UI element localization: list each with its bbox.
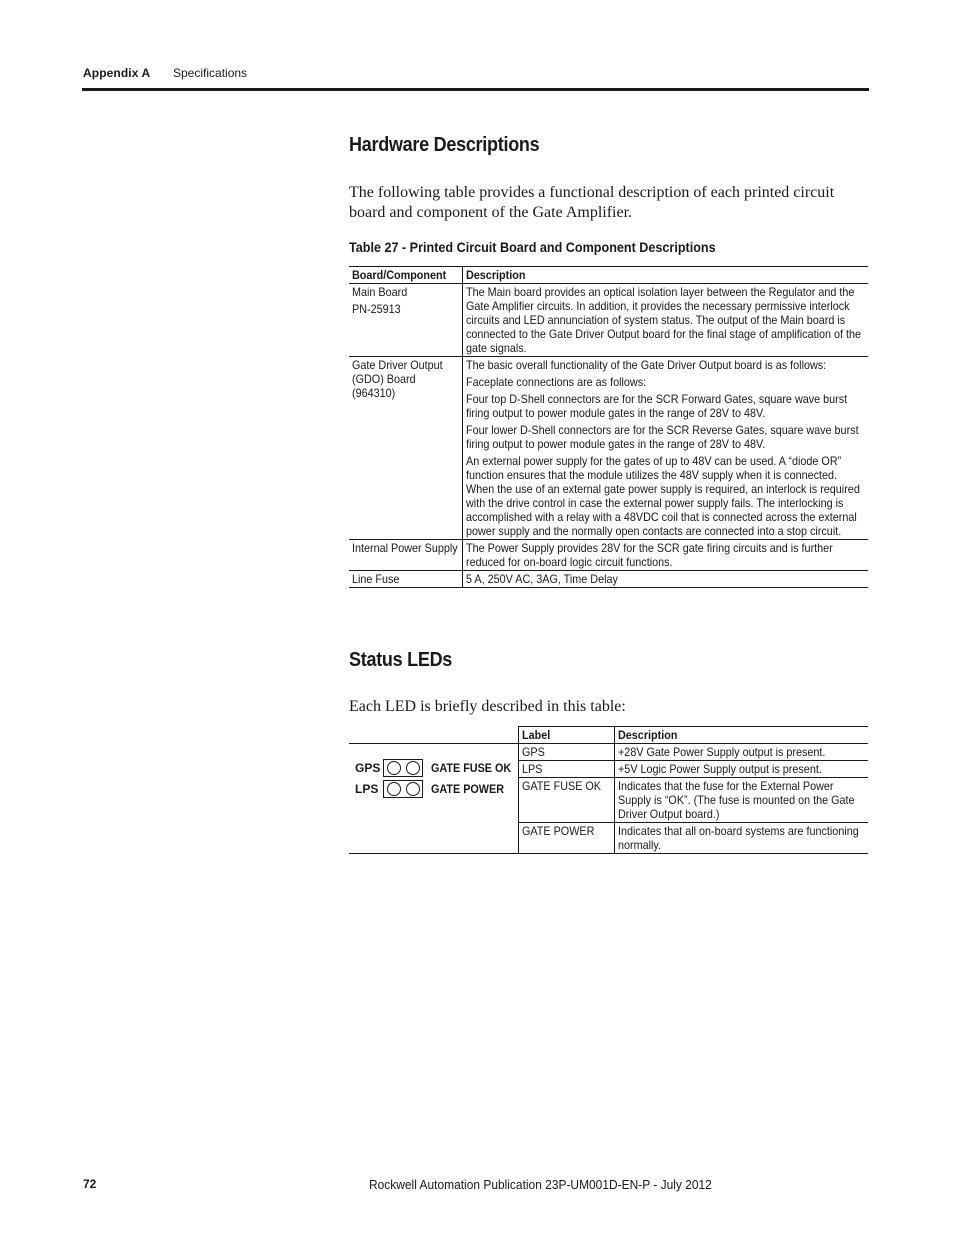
description-cell: Indicates that the fuse for the External Power Supply is “OK”. (The fuse is mounted on the Gate Driver Output board.) xyxy=(614,778,868,823)
led-indicator-icon xyxy=(387,782,401,796)
column-header: Label xyxy=(518,727,614,744)
description-cell: Indicates that all on-board systems are functioning normally. xyxy=(614,823,868,854)
led-indicator-icon xyxy=(406,782,420,796)
table-row xyxy=(349,357,868,540)
component-cell: Main Board PN-25913 xyxy=(349,284,462,357)
description-cell: +28V Gate Power Supply output is present. xyxy=(614,744,868,761)
table-27-caption: Table 27 - Printed Circuit Board and Component Descriptions xyxy=(349,239,716,255)
table-row xyxy=(349,744,868,761)
hardware-intro: The following table provides a functional description of each printed circuit board and component of the Gate Amplifier. xyxy=(349,184,835,221)
component-cell: Gate Driver Output (GDO) Board (964310) xyxy=(349,357,462,540)
led-indicator-icon xyxy=(406,761,420,775)
led-row xyxy=(355,779,512,799)
led-panel-cell xyxy=(349,744,518,854)
led-left-label: GPS xyxy=(355,761,381,775)
led-pair xyxy=(383,759,423,777)
description-cell: The Main board provides an optical isolation layer between the Regulator and the Gate Amplifier circuits. In addition, it provides the necessary permissive interlock circuits and LED annunciation of system status. The output of the Main board is connected to the Gate Driver Output board for the final stage of amplification of the gate signals. xyxy=(462,284,868,357)
status-intro: Each LED is briefly described in this table: xyxy=(349,698,626,715)
hardware-descriptions-heading: Hardware Descriptions xyxy=(349,134,540,156)
column-header: Board/Component xyxy=(349,267,462,284)
led-table xyxy=(349,726,868,854)
component-table xyxy=(349,266,868,588)
led-row xyxy=(355,758,520,778)
appendix-label: Appendix A xyxy=(83,66,151,80)
label-cell: GATE POWER xyxy=(518,823,614,854)
table-header-row xyxy=(349,727,868,744)
publication-info: Rockwell Automation Publication 23P-UM001D-EN-P - July 2012 xyxy=(369,1177,712,1192)
table-header-row xyxy=(349,267,868,284)
component-cell: Line Fuse xyxy=(349,571,462,588)
label-cell: GPS xyxy=(518,744,614,761)
description-cell: The basic overall functionality of the Gate Driver Output board is as follows: Faceplate connections are as follows: Four top D-Shell connectors are for the SCR Forward Gates, square wave burst firing output to power module gates in the range of 28V to 48V. Four lower D-Shell connectors are for the SCR Reverse Gates, square wave burst firing output to power module gates in the range of 28V to 48V. An external power supply for the gates of up to 48V can be used. A “diode OR” function ensures that the module utilizes the 48V supply when it is connected. When the use of an external gate power supply is required, an interlock is required with the drive control in case the external power supply fails. The interlocking is accomplished with a relay with a 48VDC coil that is connected across the external power supply and the normally open contacts are connected into a stop circuit. xyxy=(462,357,868,540)
led-left-label: LPS xyxy=(355,782,379,796)
label-cell: GATE FUSE OK xyxy=(518,778,614,823)
section-label: Specifications xyxy=(173,66,248,80)
description-cell: 5 A, 250V AC, 3AG, Time Delay xyxy=(462,571,868,588)
table-row xyxy=(349,284,868,357)
status-leds-heading: Status LEDs xyxy=(349,649,453,671)
led-indicator-icon xyxy=(387,761,401,775)
table-row xyxy=(349,571,868,588)
component-cell: Internal Power Supply xyxy=(349,540,462,571)
label-cell: LPS xyxy=(518,761,614,778)
table-row xyxy=(349,540,868,571)
led-right-label: GATE FUSE OK xyxy=(431,761,512,775)
page-number: 72 xyxy=(83,1177,97,1191)
led-pair xyxy=(383,780,423,798)
led-faceplate xyxy=(349,744,518,844)
led-right-label: GATE POWER xyxy=(431,782,505,796)
column-header: Description xyxy=(614,727,868,744)
description-cell: The Power Supply provides 28V for the SCR gate firing circuits and is further reduced for on-board logic circuit functions. xyxy=(462,540,868,571)
blank-header xyxy=(349,727,518,744)
description-cell: +5V Logic Power Supply output is present. xyxy=(614,761,868,778)
column-header: Description xyxy=(462,267,868,284)
header-rule xyxy=(82,88,869,91)
